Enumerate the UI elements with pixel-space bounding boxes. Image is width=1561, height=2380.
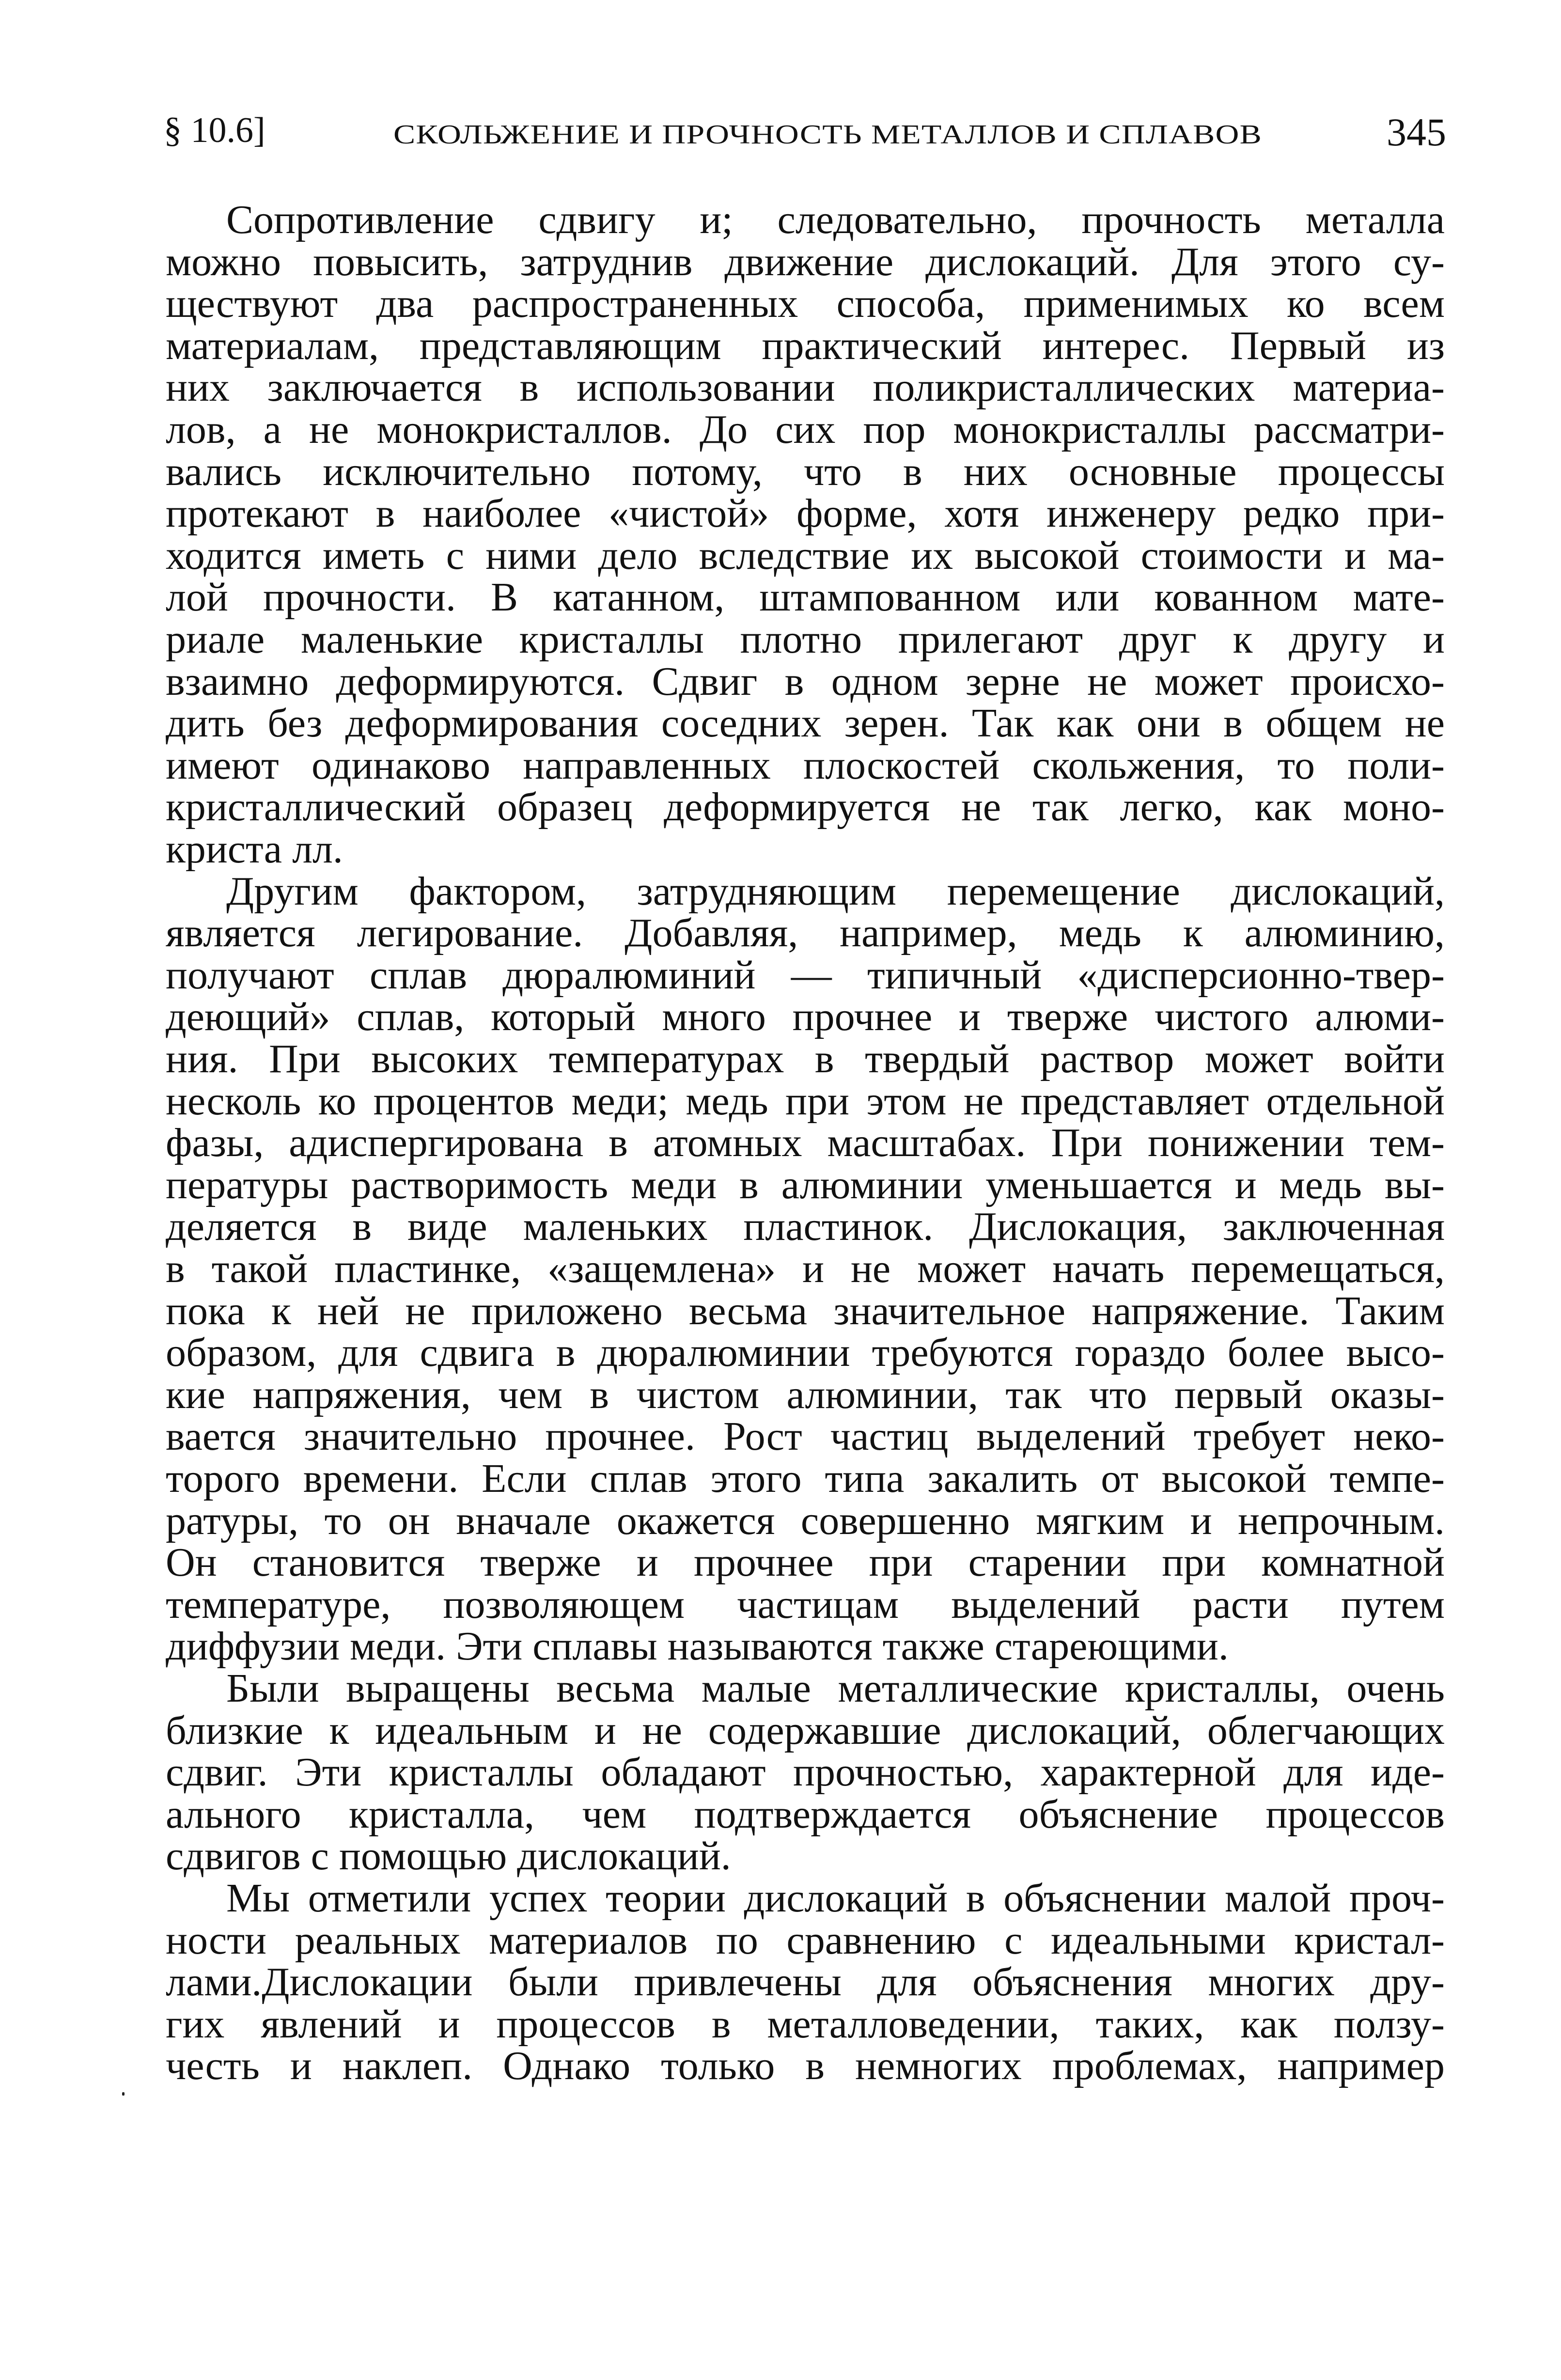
paragraph-line: риале маленькие кристаллы плотно прилегают друг к другу и <box>166 617 1445 662</box>
paragraph-line: сдвиг. Эти кристаллы обладают прочностью, характерной для иде- <box>166 1750 1445 1795</box>
paragraph-line: честь и наклеп. Однако только в немногих проблемах, например <box>166 2043 1445 2089</box>
paragraph-line: вается значительно прочнее. Рост частиц выделений требует неко- <box>166 1414 1445 1459</box>
paragraph-first-line: Были выращены весьма малые металлические кристаллы, очень <box>226 1666 1445 1711</box>
paragraph-line: пока к ней не приложено весьма значительное напряжение. Таким <box>166 1288 1445 1333</box>
paragraph-line: лами.Дислокации были привлечены для объяснения многих дру- <box>166 1959 1445 2005</box>
paragraph-line: пературы растворимость меди в алюминии уменьшается и медь вы- <box>166 1162 1445 1207</box>
paragraph-line: ходится иметь с ними дело вследствие их высокой стоимости и ма- <box>166 532 1445 578</box>
paragraph-line: является легирование. Добавляя, например, медь к алюминию, <box>166 910 1445 956</box>
paragraph-first-line: Мы отметили успех теории дислокаций в объяснении малой проч- <box>226 1876 1445 1921</box>
paragraph-line: деющий» сплав, который много прочнее и тверже чистого алюми- <box>166 994 1445 1040</box>
paragraph-first-line: Сопротивление сдвигу и; следовательно, прочность металла <box>226 197 1445 242</box>
paragraph-line: кристаллический образец деформируется не так легко, как моно- <box>166 784 1445 830</box>
paragraph-line: материалам, представляющим практический интерес. Первый из <box>166 323 1445 368</box>
paragraph-line: ществуют два распространенных способа, применимых ко всем <box>166 281 1445 327</box>
paragraph-line: несколь ко процентов меди; медь при этом не представляет отдельной <box>166 1078 1445 1124</box>
paragraph-line: взаимно деформируются. Сдвиг в одном зерне не может происхо- <box>166 658 1445 704</box>
paragraph-line: Он становится тверже и прочнее при старении при комнатной <box>166 1540 1445 1585</box>
paragraph-line: ности реальных материалов по сравнению с идеальными кристал- <box>166 1917 1445 1963</box>
paragraph-line: фазы, адиспергирована в атомных масштабах. При понижении тем- <box>166 1120 1445 1166</box>
paragraph-line: протекают в наиболее «чистой» форме, хотя инженеру редко при- <box>166 491 1445 536</box>
paragraph-line: лов, а не монокристаллов. До сих пор монокристаллы рассматри- <box>166 407 1445 452</box>
paragraph-line: можно повысить, затруднив движение дислокаций. Для этого су- <box>166 239 1445 284</box>
paragraph-line: деляется в виде маленьких пластинок. Дислокация, заключенная <box>166 1204 1445 1250</box>
paragraph-line: ратуры, то он вначале окажется совершенно мягким и непрочным. <box>166 1498 1445 1543</box>
print-speck <box>122 2092 125 2096</box>
paragraph-line: сдвигов с помощью дислокаций. <box>166 1833 731 1879</box>
paragraph-line: торого времени. Если сплав этого типа закалить от высокой темпе- <box>166 1456 1445 1501</box>
paragraph-line: них заключается в использовании поликристаллических материа- <box>166 365 1445 410</box>
paragraph-first-line: Другим фактором, затрудняющим перемещение дислокаций, <box>226 868 1445 914</box>
paragraph-line: температуре, позволяющем частицам выделений расти путем <box>166 1581 1445 1627</box>
running-title: СКОЛЬЖЕНИЕ И ПРОЧНОСТЬ МЕТАЛЛОВ И СПЛАВОВ <box>393 120 1262 150</box>
page-number: 345 <box>1387 110 1446 154</box>
paragraph-line: гих явлений и процессов в металловедении, таких, как ползу- <box>166 2001 1445 2047</box>
paragraph-line: кие напряжения, чем в чистом алюминии, так что первый оказы- <box>166 1372 1445 1417</box>
paragraph-line: близкие к идеальным и не содержавшие дислокаций, облегчающих <box>166 1707 1445 1753</box>
paragraph-line: лой прочности. В катанном, штампованном или кованном мате- <box>166 575 1445 620</box>
paragraph-line: образом, для сдвига в дюралюминии требуются гораздо более высо- <box>166 1330 1445 1376</box>
paragraph-line: ния. При высоких температурах в твердый раствор может войти <box>166 1036 1445 1081</box>
paragraph-line: вались исключительно потому, что в них основные процессы <box>166 449 1445 494</box>
paragraph-line: ального кристалла, чем подтверждается объяснение процессов <box>166 1791 1445 1837</box>
paragraph-line: диффузии меди. Эти сплавы называются также стареющими. <box>166 1624 1229 1669</box>
paragraph-line: имеют одинаково направленных плоскостей скольжения, то поли- <box>166 742 1445 788</box>
section-number: § 10.6] <box>164 110 265 150</box>
paragraph-line: дить без деформирования соседних зерен. Так как они в общем не <box>166 701 1445 746</box>
paragraph-line: в такой пластинке, «защемлена» и не может начать перемещаться, <box>166 1246 1445 1291</box>
paragraph-line: получают сплав дюралюминий — типичный «дисперсионно-твер- <box>166 952 1445 998</box>
paragraph-line: криста лл. <box>166 827 343 872</box>
